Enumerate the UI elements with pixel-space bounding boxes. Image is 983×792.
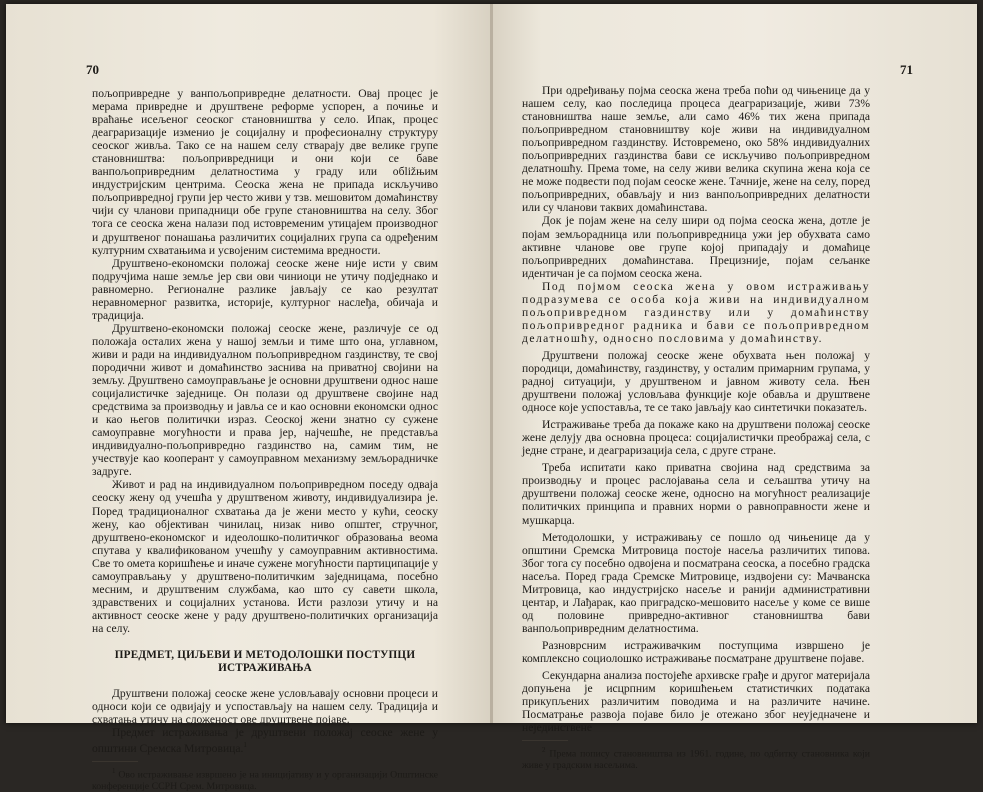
page-number-right: 71	[900, 62, 913, 77]
body-paragraph: Разноврсним истраживачким поступцима извршено је комплексно социолошко истраживање посматране друштвене појаве.	[522, 638, 870, 665]
body-paragraph: Док је појам жене на селу шири од појма сеоска жена, дотле је појам земљорадница или пољопривредница ужи јер обухвата само активне чланове ове групе којој припадају и домаћице пољопривредних домаћинстава. Прецизније, појам сељанке идентичан је са појмом сеоска жена.	[522, 214, 870, 280]
right-page-body	[522, 84, 870, 771]
right-page	[493, 4, 977, 771]
body-paragraph: Друштвено-економски положај сеоске жене није исти у свим подручјима наше земље јер сви ови чиниоци не утичу подједнако и равномерно. Регионалне разлике јављају се као резултат неравномерног развитка, историје, културног наслеђа, обичаја и традиција.	[92, 256, 438, 322]
body-paragraph: Друштвено-економски положај сеоске жене, различује се од положаја осталих жена у нашој земљи и тиме што она, углавном, живи и ради на индивидуалном пољопривредном газдинству, те свој породични живот и домаћинство заснива на приватној својини на земљу. Друштвено самоуправљање је основни друштвени однос наше социјалистичке заједнице. Он полази од друштвене својине над средствима за производњу и јавља се и као основни економски однос и као његов политички израз. Сеоској жени знатно су сужене самоуправне могућности и права јер, најчешће, не представља индивидуално-пољопривредно газдинство на, самим тим, не учествује као кооперант у самоуправном механизму земљорадничке задруге.	[92, 321, 438, 479]
paragraph-text: Предмет истраживања је друштвени положај сеоске жене у општини Сремска Митровица.	[92, 726, 438, 756]
footnote	[522, 745, 870, 771]
section-heading: ПРЕДМЕТ, ЦИЉЕВИ И МЕТОДОЛОШКИ ПОСТУПЦИ ИСТРАЖИВАЊА	[114, 648, 416, 675]
body-paragraph	[92, 726, 438, 755]
footnote-ref: 1	[243, 741, 247, 750]
body-paragraph: Истраживање треба да покаже како на друштвени положај сеоске жене делују два основна процеса: социјалистички преображај села, с једне стране, и деаграризација села, с друге стране.	[522, 418, 870, 458]
body-paragraph: При одређивању појма сеоска жена треба поћи од чињенице да у нашем селу, као последица процеса деаграризације, живи 73% становништва наше земље, али само 46% тих жена припада пољопривредном становништву које живи на индивидуалном пољопривредном газдинству. Истовремено, око 58% индивидуалних пољопривредних газдинства бави се искључиво пољопривредном делатношћу. Према томе, на селу живи велика скупина жена која се не може подвести под појам сеоске жене. Тачније, жене на селу, поред пољопривредних, обављају и низ ванпољопривредних делатности или су чланови таквих домаћинстава.	[522, 84, 870, 215]
page-number-left: 70	[86, 62, 99, 77]
body-paragraph: Друштвени положај сеоске жене условљавају основни процеси и односи који се одвијају и успостављају на нашем селу. Традиција и схватања утичу на сложеност ове друштвене појаве.	[92, 687, 438, 727]
left-page-body	[92, 87, 438, 792]
body-paragraph: пољопривредне у ванпољопривредне делатности. Овај процес је мерама привредне и друштвене реформе успорен, а почиње и враћање исељеног сеоског становништва у село. Ипак, процес деаграризације изменио је социјалну и професионалну структуру сеоског живља. Тако се на нашем селу стварају две велике групе становништва: пољопривредници и они који се баве ванпољопривредним делатностима у граду или обližњим индустријским центрима. Сеоска жена не припада искључиво пољопривредној групи јер често живи у тзв. мешовитом домаћинству чији су чланови припадници обе групе становништва на селу. Због тога се сеоска жена налази под истовременим утицајем производног и друштвеног понашања различитих социјалних група са одређеним културним схватањима и усвојеним системима вредности.	[92, 87, 438, 257]
footnote-marker: 1	[112, 767, 116, 776]
footnote-text: Ово истраживање извршено је на иницијативу и у организацији Општинске конференције ССРН Срем. Митровица.	[92, 769, 438, 792]
body-paragraph: Треба испитати како приватна својина над средствима за производњу и процес раслојавања села и сељаштва утичу на друштвени положај сеоске жене, односно на могућност реализације политичких принципа и правних норми о равноправности жене и мушкарца.	[522, 461, 870, 527]
left-page	[6, 4, 491, 792]
footnote-marker: 2	[542, 746, 546, 755]
footnote-rule	[522, 740, 568, 741]
footnote-text: Према попису становништва из 1961. године, по одбитку становника који живе у градским насељима.	[522, 748, 870, 771]
body-paragraph: Живот и рад на индивидуалном пољопривредном поседу одваја сеоску жену од учешћа у друштвеном животу, индивидуализира је. Поред традиционалног схватања да је жени место у кући, сеоску жену, као објективан чинилац, низак ниво општег, стручног, друштвено-економског и идеолошко-политичког образовања веома спутава у квалификованом учешћу у самоуправним активностима. Све то омета коришћење и иначе сужене могућности партиципације у самоуправљању у друштвено-политичким заједницама, посебно месним, и друштвеним службама, као што су савети школа, здравствених и социјалних установа. Исти разлози утичу и на активност сеоске жене у раду друштвено-политичких организација на селу.	[92, 478, 438, 635]
book-spread	[6, 4, 977, 792]
footnote	[92, 766, 438, 792]
definition-paragraph: Под појмом сеоска жена у овом истраживању подразумева се особа која живи на индивидуалном пољопривредном газдинству или у домаћинству пољопривредног радника и бави се пољопривредном делатношћу, односно пословима у домаћинству.	[522, 279, 870, 345]
body-paragraph: Друштвени положај сеоске жене обухвата њен положај у породици, домаћинству, газдинству, у осталим примарним групама, у радној ситуацији, у друштвеном и јавном животу села. Њен друштвени положај условљава функције које обавља и друштвене односе које успоставља, те се тако јављају као синтетички показатељ.	[522, 348, 870, 415]
body-paragraph: Секундарна анализа постојеће архивске грађе и другог материјала допуњена је исцрпним коришћењем статистичких података прикупљених различитим поводима и на различите начине. Посматрање развоја појаве било је отежано због неуједначене и нејединствене	[522, 669, 870, 735]
body-paragraph: Методолошки, у истраживању се пошло од чињенице да у општини Сремска Митровица постоје насеља различитих типова. Због тога су посебно одвојена и посматрана сеоска, а посебно градска насеља. Поред града Сремске Митровице, издвојени су: Мачванска Митровица, као индустријско насеље и ранији административни центар, и Лађарак, као приградско-мешовито насеље у коме се више од половине привредно-активног становништва бави ванпољопривредним делатностима.	[522, 530, 870, 635]
footnote-rule	[92, 761, 138, 762]
